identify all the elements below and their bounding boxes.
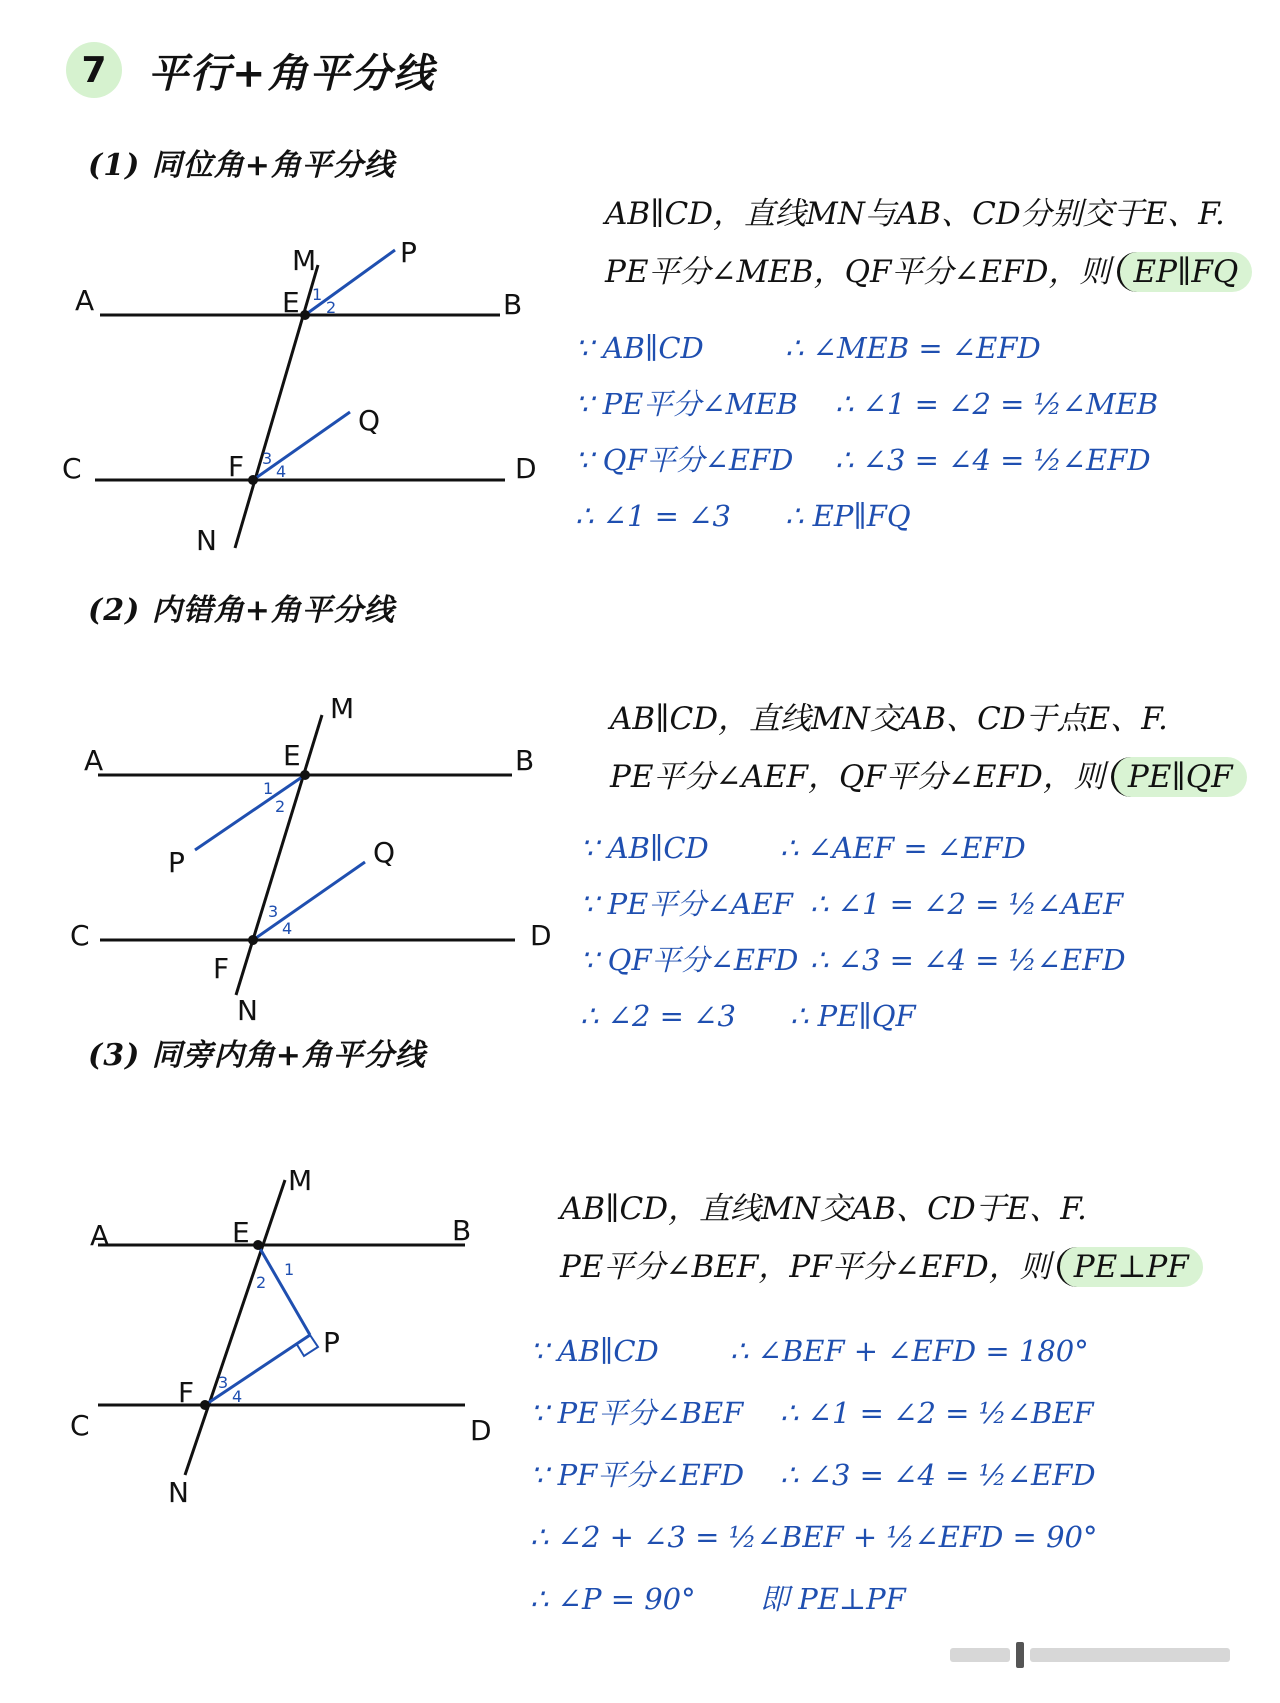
proof-row: ∵ PE平分∠MEB ∴ ∠1 = ∠2 = ½∠MEB bbox=[575, 387, 1159, 421]
section-3-proof bbox=[530, 1320, 1096, 1630]
diagram-1 bbox=[95, 250, 505, 548]
proof-row: ∵ PE平分∠AEF ∴ ∠1 = ∠2 = ½∠AEF bbox=[580, 887, 1124, 921]
label-p: P bbox=[168, 846, 185, 879]
diagram-2 bbox=[98, 715, 515, 995]
statement-line: PE平分∠BEF，PF平分∠EFD，则 PE⊥PF bbox=[560, 1238, 1203, 1296]
angle-3: 3 bbox=[218, 1373, 229, 1392]
conclusion-highlight: PE⊥PF bbox=[1057, 1247, 1203, 1287]
section-1-heading: (1) 同位角+角平分线 bbox=[88, 148, 395, 183]
label-f: F bbox=[178, 1376, 195, 1409]
section-1-proof bbox=[575, 320, 1158, 544]
scroll-thumb[interactable] bbox=[1016, 1642, 1024, 1668]
angle-3: 3 bbox=[262, 449, 273, 468]
image-scrollbar[interactable] bbox=[950, 1642, 1240, 1668]
statement-line: PE平分∠MEB，QF平分∠EFD，则 EP∥FQ bbox=[605, 243, 1252, 301]
angle-4: 4 bbox=[232, 1387, 243, 1406]
angle-2: 2 bbox=[275, 797, 286, 816]
label-a: A bbox=[84, 744, 104, 777]
section-number-badge: 7 bbox=[66, 42, 122, 98]
section-2-heading: (2) 内错角+角平分线 bbox=[88, 593, 395, 628]
section-2-statement bbox=[610, 690, 1247, 806]
label-n: N bbox=[237, 994, 258, 1027]
angle-3: 3 bbox=[268, 902, 279, 921]
label-p: P bbox=[323, 1326, 340, 1359]
conclusion-highlight: EP∥FQ bbox=[1117, 252, 1253, 292]
label-m: M bbox=[288, 1164, 313, 1197]
label-q: Q bbox=[358, 404, 381, 437]
label-f: F bbox=[228, 450, 245, 483]
angle-4: 4 bbox=[282, 919, 293, 938]
ray-fq bbox=[253, 412, 350, 480]
section-3-heading: (3) 同旁内角+角平分线 bbox=[88, 1038, 426, 1073]
label-b: B bbox=[515, 744, 535, 777]
label-e: E bbox=[283, 739, 301, 772]
label-p: P bbox=[400, 236, 417, 269]
statement-line: AB∥CD，直线MN交AB、CD于E、F. bbox=[560, 1191, 1087, 1227]
label-n: N bbox=[196, 524, 217, 557]
section-3-statement bbox=[560, 1180, 1203, 1296]
scroll-segment bbox=[950, 1648, 1010, 1662]
statement-line: AB∥CD，直线MN与AB、CD分别交于E、F. bbox=[605, 196, 1225, 232]
proof-row: ∵ QF平分∠EFD ∴ ∠3 = ∠4 = ½∠EFD bbox=[575, 443, 1151, 477]
proof-row: ∵ PE平分∠BEF ∴ ∠1 = ∠2 = ½∠BEF bbox=[530, 1396, 1094, 1430]
angle-1: 1 bbox=[263, 779, 274, 798]
label-e: E bbox=[282, 286, 300, 319]
proof-row: ∵ QF平分∠EFD ∴ ∠3 = ∠4 = ½∠EFD bbox=[580, 943, 1126, 977]
diagram-3 bbox=[98, 1180, 465, 1475]
label-c: C bbox=[70, 1409, 90, 1442]
ray-fq bbox=[253, 862, 365, 940]
label-d: D bbox=[470, 1414, 492, 1447]
conclusion-highlight: PE∥QF bbox=[1111, 757, 1247, 797]
label-b: B bbox=[503, 288, 523, 321]
section-2-proof bbox=[580, 820, 1126, 1044]
line-mn bbox=[235, 265, 318, 548]
scroll-track[interactable] bbox=[1030, 1648, 1230, 1662]
proof-row: ∴ ∠2 = ∠3 ∴ PE∥QF bbox=[580, 999, 916, 1033]
angle-2: 2 bbox=[256, 1273, 267, 1292]
proof-row: ∴ ∠2 + ∠3 = ½∠BEF + ½∠EFD = 90° bbox=[530, 1520, 1098, 1554]
proof-row: ∵ AB∥CD ∴ ∠BEF + ∠EFD = 180° bbox=[530, 1334, 1089, 1368]
label-d: D bbox=[515, 452, 537, 485]
line-mn bbox=[236, 715, 322, 995]
angle-2: 2 bbox=[326, 298, 337, 317]
angle-1: 1 bbox=[284, 1260, 295, 1279]
label-a: A bbox=[75, 284, 95, 317]
label-a: A bbox=[90, 1219, 110, 1252]
proof-row: ∴ ∠P = 90° 即 PE⊥PF bbox=[530, 1582, 906, 1616]
section-1-statement bbox=[605, 185, 1252, 301]
proof-row: ∵ AB∥CD ∴ ∠AEF = ∠EFD bbox=[580, 831, 1026, 865]
label-m: M bbox=[292, 244, 317, 277]
angle-1: 1 bbox=[312, 285, 323, 304]
proof-row: ∴ ∠1 = ∠3 ∴ EP∥FQ bbox=[575, 499, 911, 533]
statement-line: PE平分∠AEF，QF平分∠EFD，则 PE∥QF bbox=[610, 748, 1247, 806]
title-text: 平行+角平分线 bbox=[148, 49, 436, 97]
label-f: F bbox=[213, 952, 230, 985]
ray-ep bbox=[305, 250, 395, 315]
angle-4: 4 bbox=[276, 462, 287, 481]
label-c: C bbox=[70, 919, 90, 952]
statement-line: AB∥CD，直线MN交AB、CD于点E、F. bbox=[610, 701, 1168, 737]
label-b: B bbox=[452, 1214, 472, 1247]
proof-row: ∵ PF平分∠EFD ∴ ∠3 = ∠4 = ½∠EFD bbox=[530, 1458, 1096, 1492]
label-d: D bbox=[530, 919, 552, 952]
label-e: E bbox=[232, 1216, 250, 1249]
label-q: Q bbox=[373, 836, 396, 869]
label-c: C bbox=[62, 452, 82, 485]
proof-row: ∵ AB∥CD ∴ ∠MEB = ∠EFD bbox=[575, 331, 1041, 365]
label-n: N bbox=[168, 1476, 189, 1509]
label-m: M bbox=[330, 692, 355, 725]
ray-ep bbox=[195, 775, 305, 850]
